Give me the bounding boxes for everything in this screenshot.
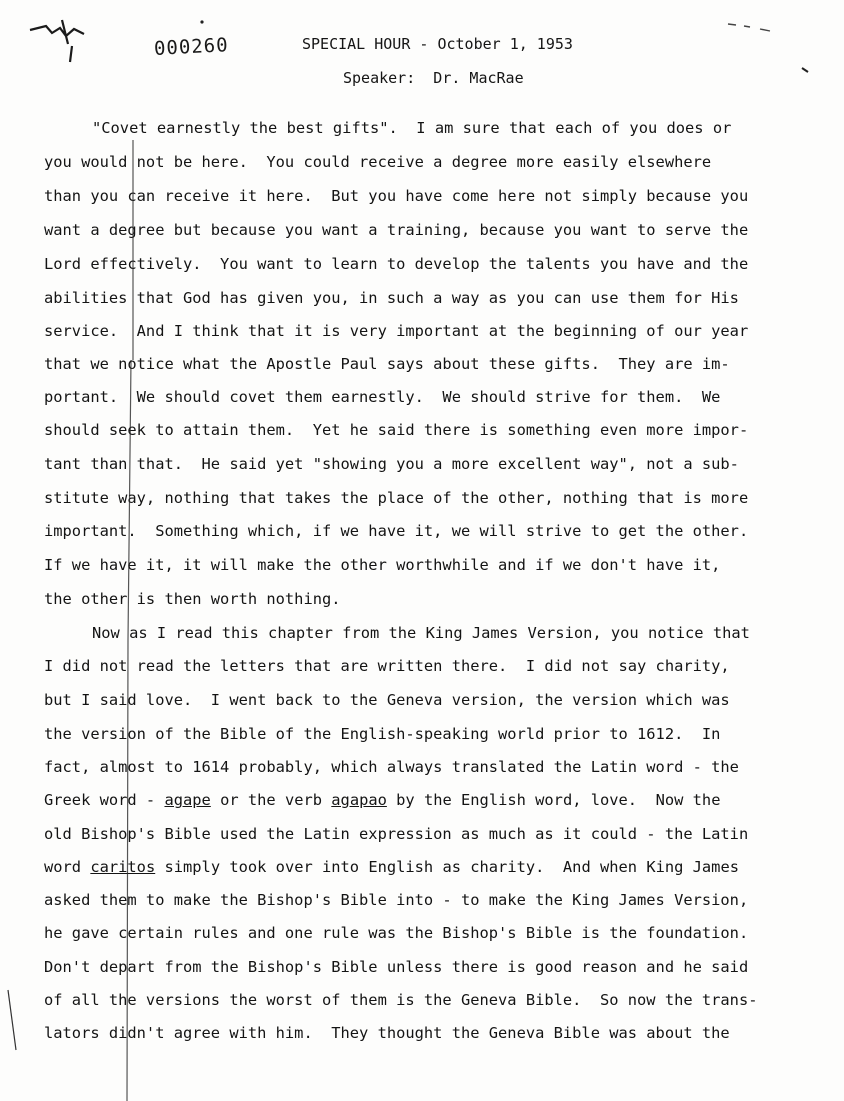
paragraph-2-line-9: asked them to make the Bishop's Bible into - to make the King James Version, xyxy=(44,891,749,909)
greek-term-agape: agape xyxy=(164,791,211,809)
paragraph-2-line-12: of all the versions the worst of them is the Geneva Bible. So now the trans- xyxy=(44,991,758,1009)
corner-ink-mark xyxy=(30,20,84,62)
paragraph-1-line-3: than you can receive it here. But you have come here not simply because you xyxy=(44,187,749,205)
paragraph-2-line-4: the version of the Bible of the English-speaking world prior to 1612. In xyxy=(44,725,721,743)
left-margin-stroke xyxy=(8,990,16,1050)
paragraph-1-line-12: stitute way, nothing that takes the place of the other, nothing that is more xyxy=(44,489,749,507)
paragraph-2-line-6-greek xyxy=(44,790,720,810)
greek-term-agapao: agapao xyxy=(331,791,387,809)
paragraph-1-line-5: Lord effectively. You want to learn to develop the talents you have and the xyxy=(44,255,749,273)
paragraph-1-line-2: you would not be here. You could receive a degree more easily elsewhere xyxy=(44,153,712,171)
latin-line-before: word xyxy=(44,858,91,876)
document-speaker: Speaker: Dr. MacRae xyxy=(343,69,524,87)
paragraph-2-line-5: fact, almost to 1614 probably, which always translated the Latin word - the xyxy=(44,758,739,776)
paragraph-1-line-1: "Covet earnestly the best gifts". I am sure that each of you does or xyxy=(92,119,732,137)
paragraph-2-line-1: Now as I read this chapter from the King James Version, you notice that xyxy=(92,624,750,642)
right-edge-mark xyxy=(802,68,808,72)
paragraph-1-line-8: that we notice what the Apostle Paul says about these gifts. They are im- xyxy=(44,355,730,373)
latin-line-after: simply took over into English as charity. And when King James xyxy=(155,858,739,876)
paragraph-2-line-11: Don't depart from the Bishop's Bible unless there is good reason and he said xyxy=(44,958,749,976)
paragraph-2-line-3: but I said love. I went back to the Geneva version, the version which was xyxy=(44,691,730,709)
greek-line-before: Greek word - xyxy=(44,791,165,809)
paragraph-2-line-7: old Bishop's Bible used the Latin expression as much as it could - the Latin xyxy=(44,825,749,843)
paragraph-1-line-13: important. Something which, if we have it, we will strive to get the other. xyxy=(44,522,749,540)
paragraph-1-line-6: abilities that God has given you, in such a way as you can use them for His xyxy=(44,289,739,307)
ink-dot xyxy=(200,20,203,23)
paragraph-1-line-11: tant than that. He said yet "showing you a more excellent way", not a sub- xyxy=(44,455,739,473)
paragraph-1-line-14: If we have it, it will make the other worthwhile and if we don't have it, xyxy=(44,556,721,574)
paragraph-1-line-4: want a degree but because you want a training, because you want to serve the xyxy=(44,221,749,239)
paragraph-1-line-15: the other is then worth nothing. xyxy=(44,590,341,608)
document-stamp-number: 000260 xyxy=(153,34,230,60)
paragraph-2-line-2: I did not read the letters that are written there. I did not say charity, xyxy=(44,657,730,675)
paragraph-1-line-10: should seek to attain them. Yet he said there is something even more impor- xyxy=(44,421,749,439)
greek-line-after: by the English word, love. Now the xyxy=(386,791,721,809)
paragraph-2-line-13: lators didn't agree with him. They thought the Geneva Bible was about the xyxy=(44,1024,730,1042)
paragraph-1-line-7: service. And I think that it is very important at the beginning of our year xyxy=(44,322,749,340)
paragraph-2-line-8-latin xyxy=(44,857,739,877)
greek-line-middle: or the verb xyxy=(210,791,332,809)
top-right-dashes xyxy=(728,24,770,31)
latin-term-caritos: caritos xyxy=(90,858,156,876)
document-title: SPECIAL HOUR - October 1, 1953 xyxy=(302,35,573,53)
paragraph-1-line-9: portant. We should covet them earnestly. We should strive for them. We xyxy=(44,388,721,406)
paragraph-2-line-10: he gave certain rules and one rule was the Bishop's Bible is the foundation. xyxy=(44,924,749,942)
